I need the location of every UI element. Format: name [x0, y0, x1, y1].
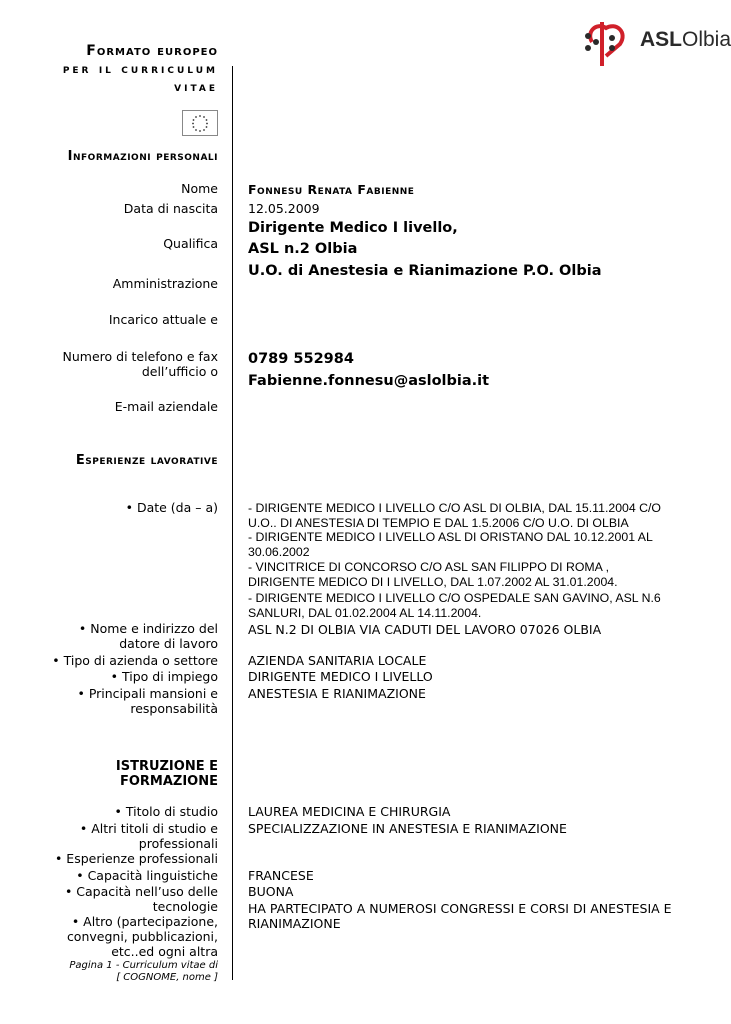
work-entry-4: - DIRIGENTE MEDICO I LIVELLO C/O OSPEDALE SAN GAVINO, ASL N.6 SANLURI, DAL 01.02.2004 AL 14.11.2004.: [248, 591, 661, 620]
qualifica-label: Qualifica: [163, 236, 218, 251]
other-titles-label: • Altri titoli di studio e professionali: [79, 821, 218, 851]
work-entry-2: - DIRIGENTE MEDICO I LIVELLO ASL DI ORISTANO DAL 10.12.2001 AL 30.06.2002: [248, 530, 653, 559]
section-work-experience: Esperienze lavorative: [75, 453, 218, 468]
tech-value: BUONA: [248, 884, 294, 899]
languages-value: FRANCESE: [248, 868, 314, 883]
work-entry-3: - VINCITRICE DI CONCORSO C/O ASL SAN FILIPPO DI ROMA , DIRIGENTE MEDICO DI I LIVELLO, DAL 1.07.2002 AL 31.01.2004.: [248, 560, 618, 589]
job-type-value: DIRIGENTE MEDICO I LIVELLO: [248, 669, 433, 684]
qualifica-value: Dirigente Medico I livello,: [248, 220, 458, 236]
employer-label: • Nome e indirizzo del datore di lavoro: [78, 621, 218, 651]
birth-label: Data di nascita: [123, 201, 218, 216]
eu-flag-icon: [182, 110, 218, 136]
name-label: Nome: [181, 181, 218, 196]
duties-value: ANESTESIA E RIANIMAZIONE: [248, 686, 426, 701]
page-footer: [69, 960, 218, 984]
languages-label: • Capacità linguistiche: [76, 868, 218, 883]
birth-value: 12.05.2009: [248, 201, 320, 216]
amministrazione-value: ASL n.2 Olbia: [248, 241, 358, 257]
duties-label: • Principali mansioni e responsabilità: [77, 686, 218, 716]
email-value: Fabienne.fonnesu@aslolbia.it: [248, 373, 490, 389]
cv-title-line2: per il curriculum: [62, 61, 218, 76]
cv-title-line3: vitae: [174, 79, 218, 94]
experience-label: • Esperienze professionali: [54, 851, 218, 866]
logo-text-bold: ASL: [640, 28, 682, 51]
degree-label: • Titolo di studio: [114, 804, 218, 819]
section-education: [116, 759, 218, 789]
vertical-divider: [232, 66, 233, 980]
cv-title: [63, 42, 218, 96]
cv-title-line1: Formato europeo: [86, 43, 218, 59]
incarico-value: U.O. di Anestesia e Rianimazione P.O. Olbia: [248, 263, 602, 279]
tech-label: • Capacità nell’uso delle tecnologie: [64, 884, 218, 914]
work-entry-1: - DIRIGENTE MEDICO I LIVELLO C/O ASL DI OLBIA, DAL 15.11.2004 C/O U.O.. DI ANESTESIA DI TEMPIO E DAL 1.5.2006 C/O U.O. DI OLBIA: [248, 501, 662, 530]
asl-olbia-logo: [576, 18, 731, 68]
degree-value: LAUREA MEDICINA E CHIRURGIA: [248, 804, 451, 819]
section-education-line1: ISTRUZIONE E: [115, 759, 218, 774]
employer-value: ASL N.2 DI OLBIA VIA CADUTI DEL LAVORO 07026 OLBIA: [248, 622, 602, 637]
other-label: • Altro (partecipazione, convegni, pubblicazioni, etc..ed ogni altra: [66, 914, 218, 959]
job-type-label: • Tipo di impiego: [110, 669, 218, 684]
email-label: E-mail aziendale: [114, 399, 218, 414]
asl-logo-icon: [576, 18, 632, 68]
footer-line2: [ COGNOME, nome ]: [116, 972, 218, 983]
other-titles-value: SPECIALIZZAZIONE IN ANESTESIA E RIANIMAZIONE: [248, 821, 567, 836]
company-type-label: • Tipo di azienda o settore: [52, 653, 218, 668]
company-type-value: AZIENDA SANITARIA LOCALE: [248, 653, 427, 668]
footer-line1: Pagina 1 - Curriculum vitae di: [69, 960, 218, 971]
other-value: HA PARTECIPATO A NUMEROSI CONGRESSI E CORSI DI ANESTESIA E RIANIMAZIONE: [248, 901, 672, 931]
phone-label: Numero di telefono e fax dell’ufficio o: [62, 349, 218, 379]
section-personal-info: Informazioni personali: [67, 149, 218, 164]
amministrazione-label: Amministrazione: [112, 276, 218, 291]
phone-value: 0789 552984: [248, 351, 354, 367]
name-value: Fonnesu Renata Fabienne: [248, 182, 415, 197]
logo-text-light: Olbia: [682, 28, 731, 51]
incarico-label: Incarico attuale e: [108, 312, 218, 327]
section-education-line2: FORMAZIONE: [119, 774, 218, 789]
date-label: • Date (da – a): [125, 500, 218, 515]
